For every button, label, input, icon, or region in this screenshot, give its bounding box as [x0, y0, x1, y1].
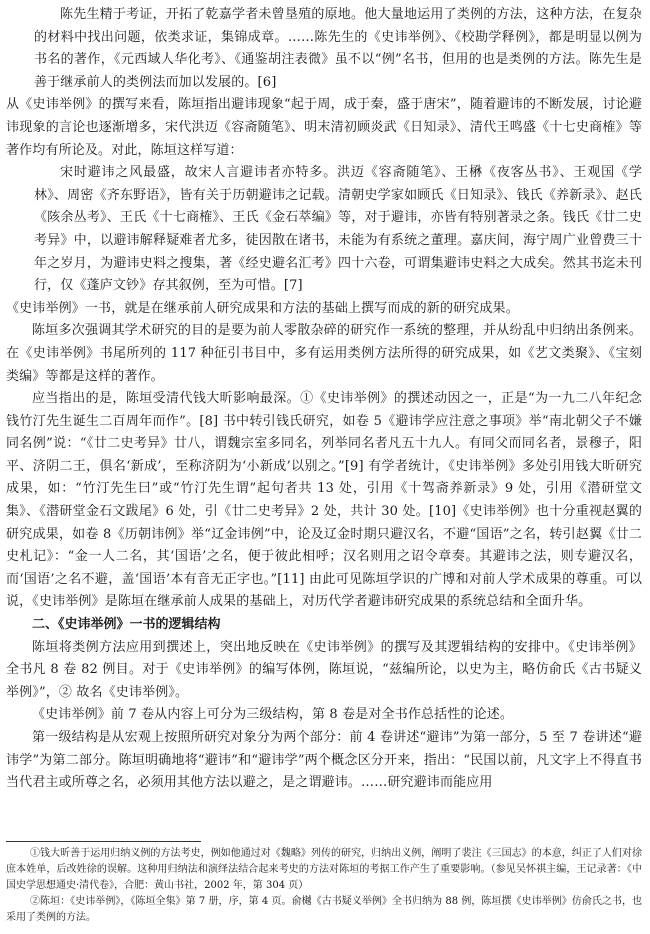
footnote-2: ②陈垣：《史讳举例》，《陈垣全集》第 7 册，序，第 4 页。俞樾《古书疑义举例》全书归纳为 88 例，陈垣撰《史讳举例》仿俞氏之书，也采用了类例的方法。: [6, 896, 642, 923]
section-heading: 二、《史讳举例》一书的逻辑结构: [32, 617, 221, 633]
paragraph-6: 《史讳举例》前 7 卷从内容上可分为三级结构，第 8 卷是对全书作总括性的论述。: [32, 707, 514, 723]
paragraph-7: 第一级结构是从宏观上按照所研究对象分为两个部分：前 4 卷讲述“避讳”为第一部分，5 至 7 卷讲述“避讳学”为第二部分。陈垣明确地将“避讳”和“避讳学”两个概念区分开来，指出：“民国以前，凡文字上不得直书当代君主或所尊之名，必须用其他方法以避之，是之谓避讳。……研究避讳而能应用: [6, 730, 642, 791]
paragraph-4: 应当指出的是，陈垣受清代钱大昕影响最深。①《史讳举例》的撰述动因之一，正是“为一九二八年纪念钱竹汀先生诞生二百周年而作”。[8] 书中转引钱氏研究，如卷 5《避讳学应注意之事项》举“南北朝父子不嫌同名例”说：“《廿二史考异》廿八，谓魏宗室多同名，列举同名者凡五十九人。有同父而同名者，景穆子，阳平、济阴二王，俱名‘新成’，至称济阴为‘小新成’以别之。”[9] 有学者统计，《史讳举例》多处引用钱大昕研究成果，如：“竹汀先生曰”或“竹汀先生谓”起句者共 13 处，引用《十驾斋养新录》9 处，引用《潜研堂文集》、《潜研堂金石文跋尾》6 处，引《廿二史考异》2 处，共计 30 处。[10]《史讳举例》也十分重视赵翼的研究成果，如卷 8《历朝讳例》举“辽金讳例”中，论及辽金时期只避汉名，不避“国语”之名，转引赵翼《廿二史札记》：“金一人二名，其‘国语’之名，便于彼此相呼；汉名则用之诏令章奏。其避讳之法，则专避汉名，而‘国语’之名不避，盖‘国语’本有音无正字也。”[11] 由此可见陈垣学识的广博和对前人学术成果的尊重。可以说，《史讳举例》是陈垣在继承前人成果的基础上，对历代学者避讳研究成果的系统总结和全面升华。: [6, 391, 642, 610]
paragraph-5: 陈垣将类例方法应用到撰述上，突出地反映在《史讳举例》的撰写及其逻辑结构的安排中。《史讳举例》全书凡 8 卷 82 例目。对于《史讳举例》的编写体例，陈垣说，“兹编所论，以史为主，略仿俞氏《古书疑义举例》”，② 故名《史讳举例》。: [6, 639, 642, 700]
footnotes: [6, 846, 642, 926]
block-quote-1: 陈先生精于考证，开拓了乾嘉学者未曾垦殖的原地。他大量地运用了类例的方法，这种方法，在复杂的材料中找出问题，依类求证，集锦成章。……陈先生的《史讳举例》、《校勘学释例》，都是明显以例为书名的著作，《元西域人华化考》、《通鉴胡注表微》虽不以“例”名书，但用的也是类例的方法。陈先生是善于继承前人的类例法而加以发展的。[6]: [34, 7, 642, 90]
paragraph-1: 从《史讳举例》的撰写来看，陈垣指出避讳现象“起于周，成于秦，盛于唐宋”，随着避讳的不断发展，讨论避讳现象的言论也逐渐增多，宋代洪迈《容斋随笔》、明末清初顾炎武《日知录》、清代王鸣盛《十七史商榷》等著作均有所论及。对此，陈垣这样写道：: [6, 97, 642, 158]
block-quote-2: 宋时避讳之风最盛，故宋人言避讳者亦特多。洪迈《容斋随笔》、王楙《夜客丛书》、王观国《学林》、周密《齐东野语》，皆有关于历朝避讳之记载。清朝史学家如顾氏《日知录》、钱氏《养新录》、赵氏《陔余丛考》、王氏《十七商榷》、王氏《金石萃编》等，对于避讳，亦皆有特别著录之条。钱氏《廿二史考异》中，以避讳解释疑难者尤多，徒因散在诸书，未能为有系统之董理。嘉庆间，海宁周广业曾费三十年之岁月，为避讳史料之搜集，著《经史避名汇考》四十六卷，可谓集避讳史料之大成矣。然其书迄未刊行，仅《蓬庐文钞》存其叙例，至为可惜。[7]: [34, 165, 642, 294]
footnote-divider: [6, 841, 201, 842]
paragraph-3: 陈垣多次强调其学术研究的目的是要为前人零散杂碎的研究作一系统的整理，并从纷乱中归纳出条例来。在《史讳举例》书尾所列的 117 种征引书目中，多有运用类例方法所得的研究成果，如《艺文类聚》、《宝刻类编》等都是这样的著作。: [6, 323, 642, 384]
footnote-1: ①钱大昕善于运用归纳义例的方法考史，例如他通过对《魏略》列传的研究，归纳出义例，阐明了裴注《三国志》的本意，纠正了人们对徐庶本姓单，后改姓徐的误解。这种用归纳法和演绎法结合起来考史的方法对陈垣的考据工作产生了重要影响。（参见吴怀祺主编，王记录著：《中国史学思想通史·清代卷》，合肥：黄山书社，2002 年，第 304 页）: [6, 848, 642, 891]
paragraph-2: 《史讳举例》一书，就是在继承前人研究成果和方法的基础上撰写而成的新的研究成果。: [6, 300, 519, 316]
body-text: [6, 4, 642, 795]
